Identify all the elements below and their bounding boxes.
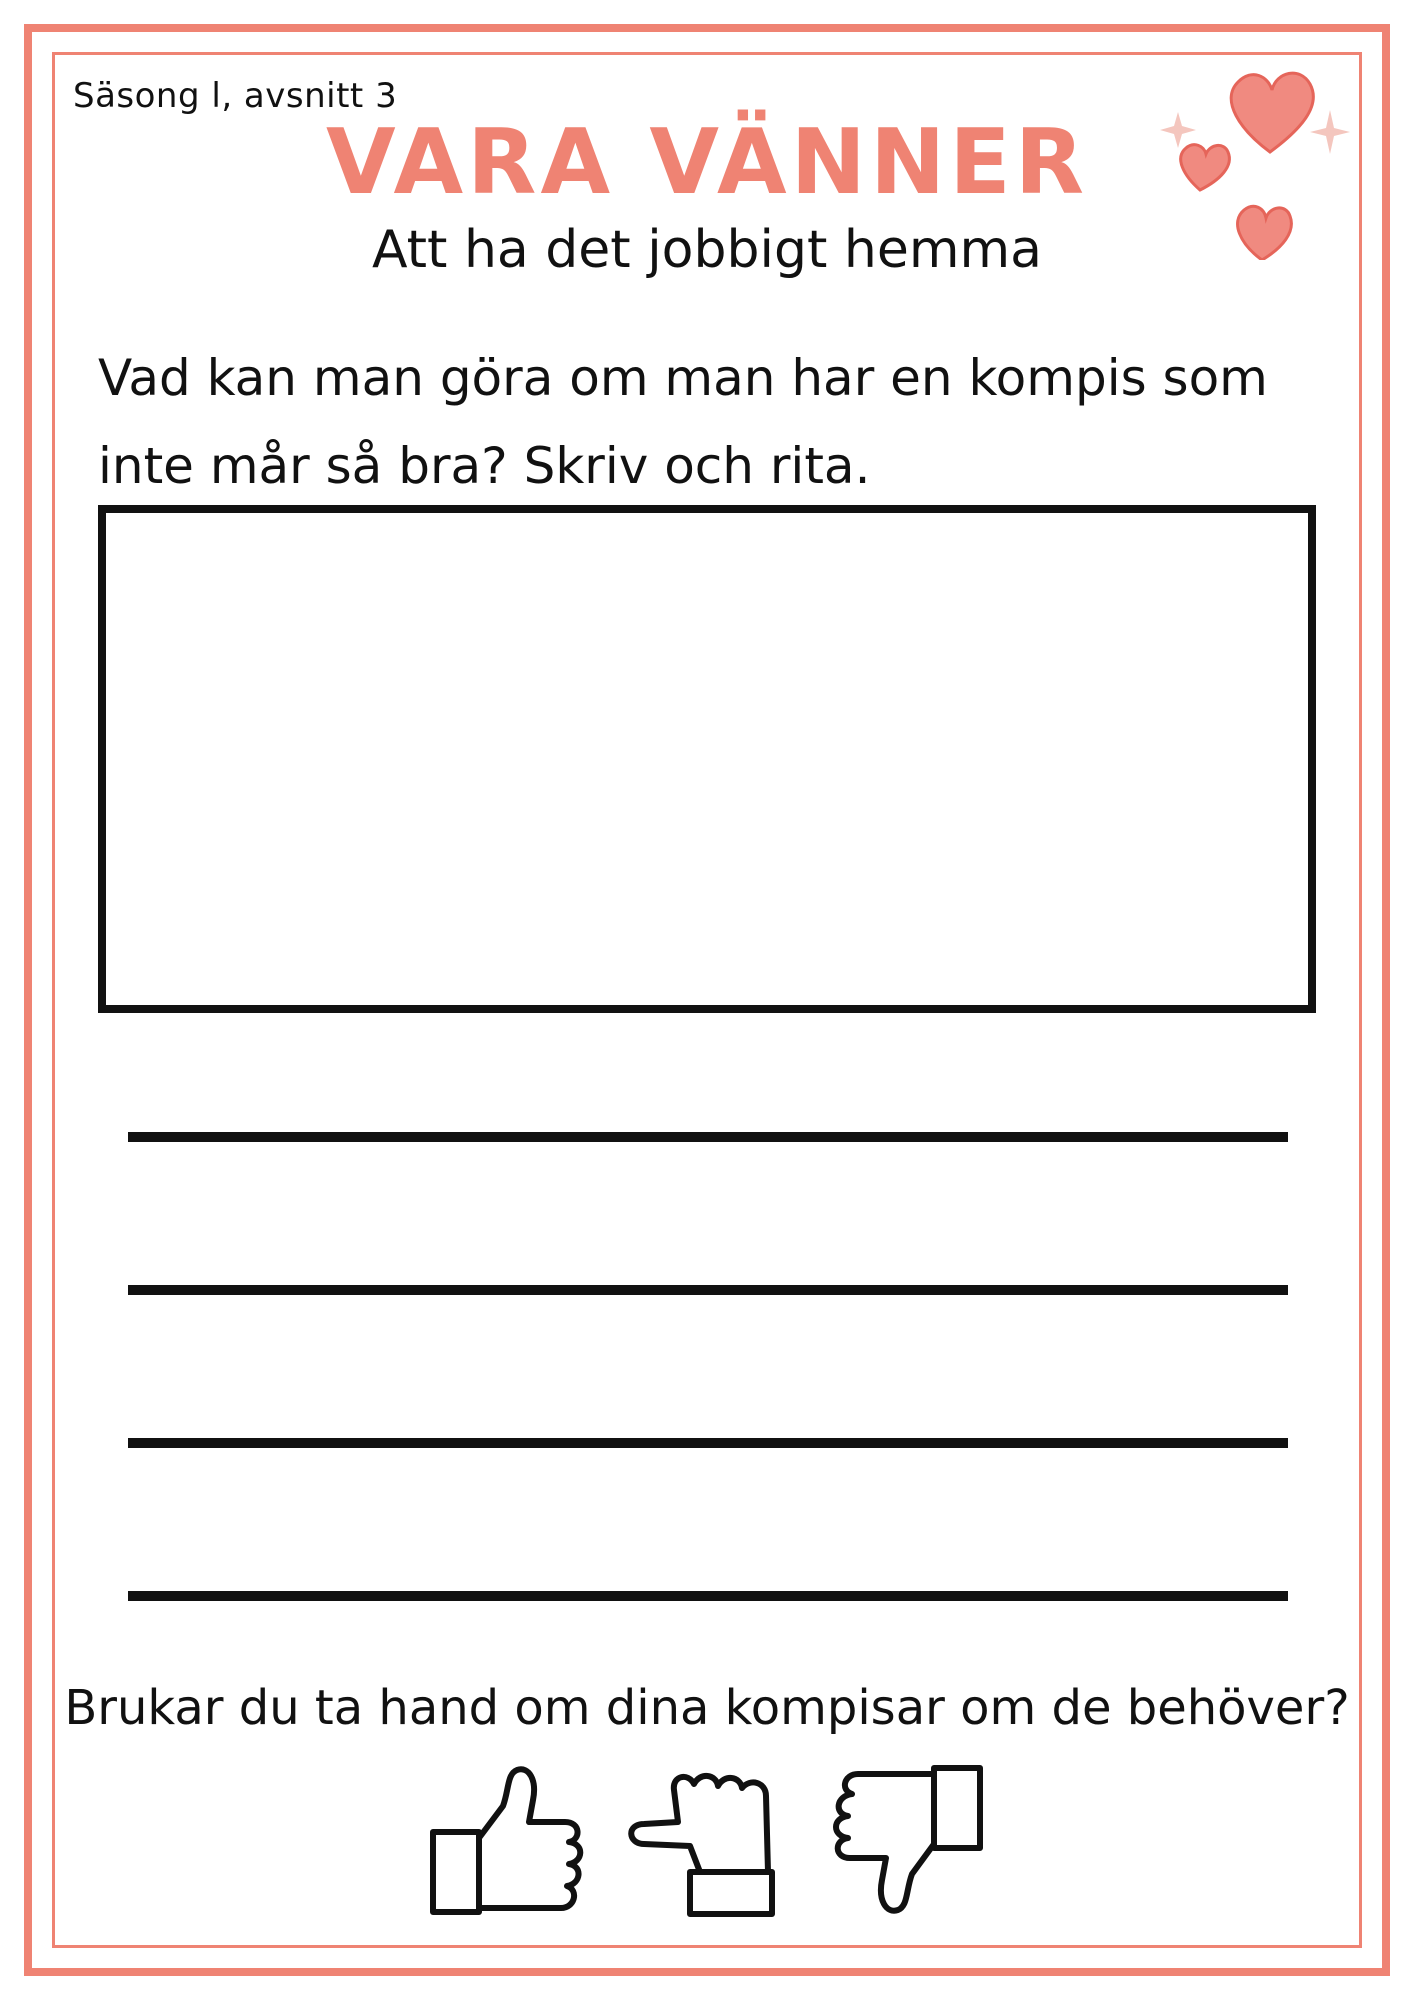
thumbs-up-icon[interactable] [425,1760,595,1920]
task-question: Vad kan man göra om man har en kompis som inte mår så bra? Skriv och rita. [98,349,1268,495]
thumbs-down-icon[interactable] [820,1760,990,1920]
writing-line-2[interactable] [128,1285,1288,1295]
page-title: VARA VÄNNER [325,110,1089,215]
episode-label: Säsong l, avsnitt 3 [73,76,398,116]
writing-line-1[interactable] [128,1132,1288,1142]
hearts-icon [1160,60,1350,260]
drawing-area[interactable] [98,505,1316,1013]
reflection-question: Brukar du ta hand om dina kompisar om de behöver? [64,1680,1350,1736]
writing-line-4[interactable] [128,1591,1288,1601]
thumbs-sideways-icon[interactable] [620,1760,790,1920]
writing-line-3[interactable] [128,1438,1288,1448]
page-subtitle: Att ha det jobbigt hemma [371,220,1042,280]
